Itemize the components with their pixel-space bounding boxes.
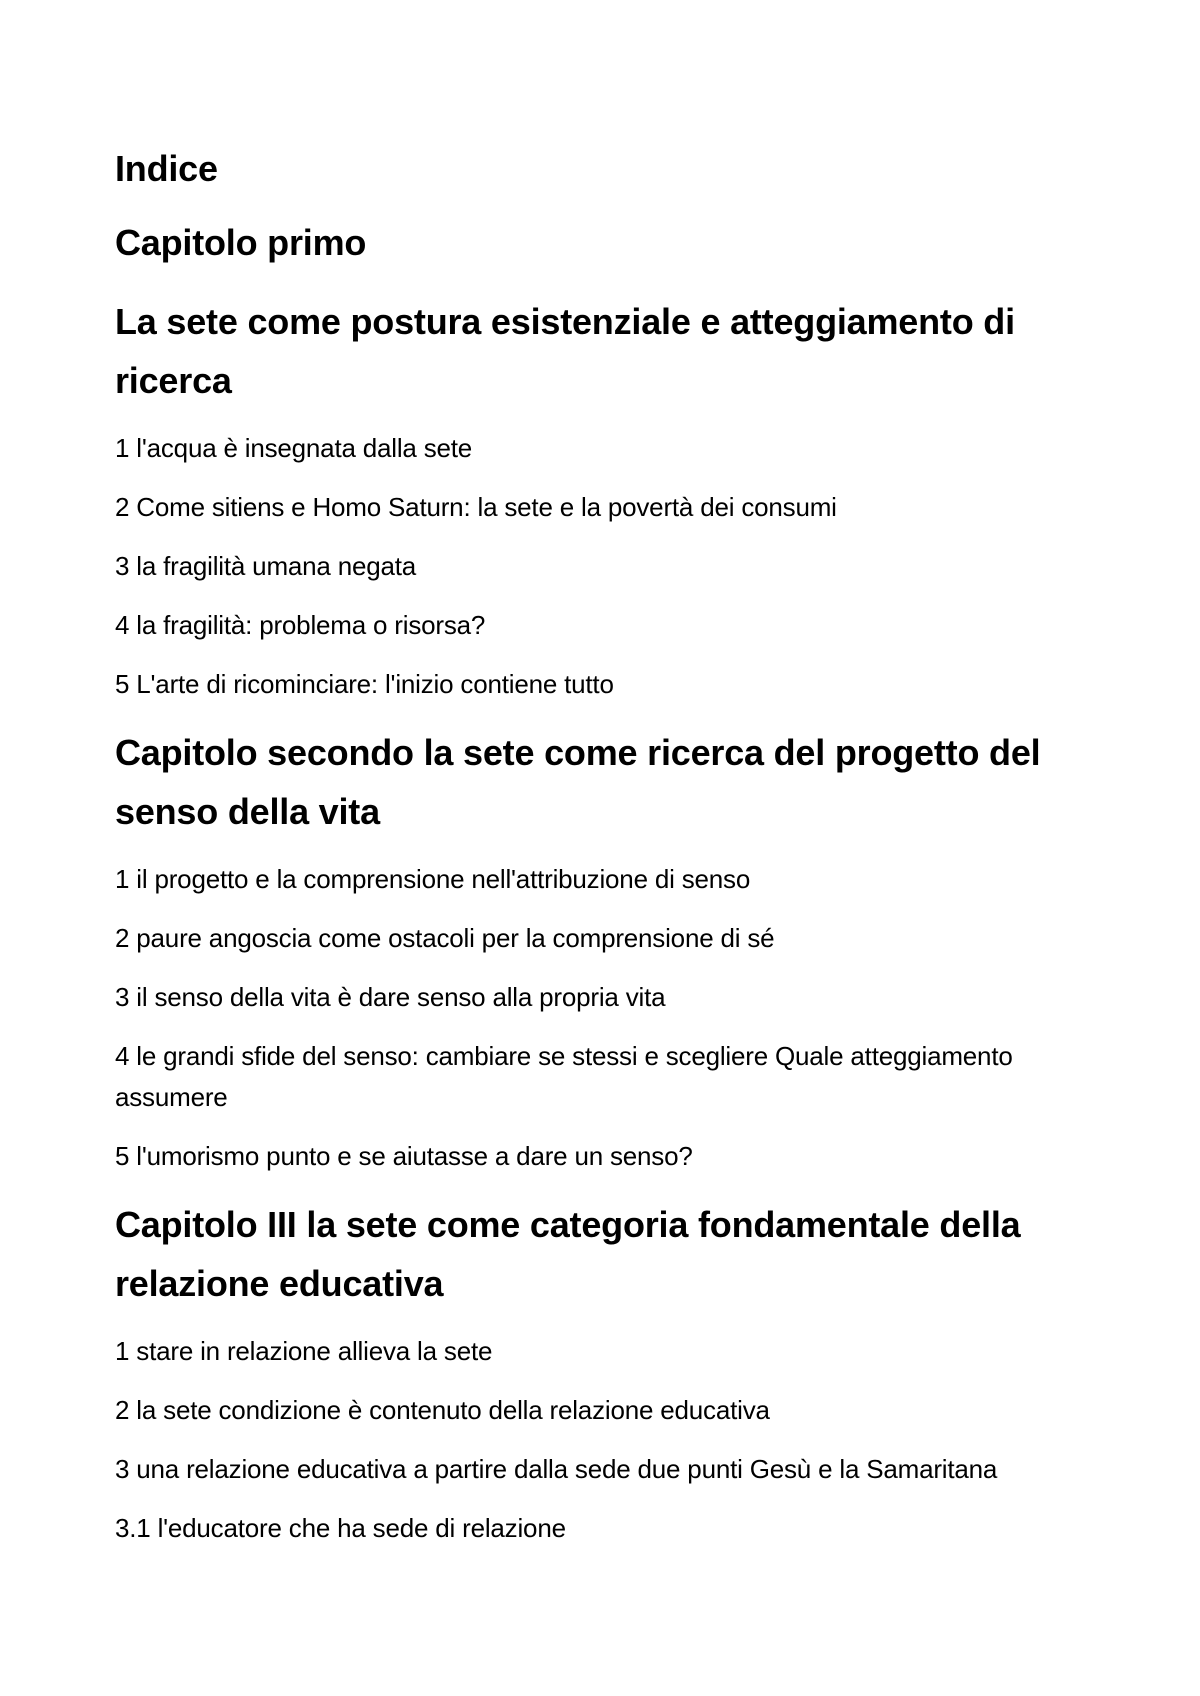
toc-item: 1 l'acqua è insegnata dalla sete [115,433,473,463]
chapter-1-heading: La sete come postura esistenziale e atteggiamento di ricerca [115,301,1015,401]
toc-item: 3 il senso della vita è dare senso alla propria vita [115,982,666,1012]
toc-item: 5 l'umorismo punto e se aiutasse a dare un senso? [115,1141,693,1171]
toc-item: 1 stare in relazione allieva la sete [115,1336,493,1366]
chapter-3-heading: Capitolo III la sete come categoria fondamentale della relazione educativa [115,1204,1021,1304]
toc-item: 5 L'arte di ricominciare: l'inizio contiene tutto [115,669,614,699]
toc-item: 2 paure angoscia come ostacoli per la comprensione di sé [115,923,775,953]
table-of-contents [115,146,1075,1567]
page-title: Indice [115,148,218,189]
toc-item: 1 il progetto e la comprensione nell'attribuzione di senso [115,864,751,894]
chapter-1-label: Capitolo primo [115,222,367,263]
toc-item: 3 una relazione educativa a partire dalla sede due punti Gesù e la Samaritana [115,1454,998,1484]
toc-item: 3.1 l'educatore che ha sede di relazione [115,1513,566,1543]
toc-item: 2 la sete condizione è contenuto della relazione educativa [115,1395,770,1425]
toc-item: 4 la fragilità: problema o risorsa? [115,610,486,640]
toc-item: 2 Come sitiens e Homo Saturn: la sete e la povertà dei consumi [115,492,837,522]
toc-item: 3 la fragilità umana negata [115,551,417,581]
toc-item: 4 le grandi sfide del senso: cambiare se stessi e scegliere Quale atteggiamento assumere [115,1041,1013,1112]
chapter-2-heading: Capitolo secondo la sete come ricerca del progetto del senso della vita [115,732,1041,832]
